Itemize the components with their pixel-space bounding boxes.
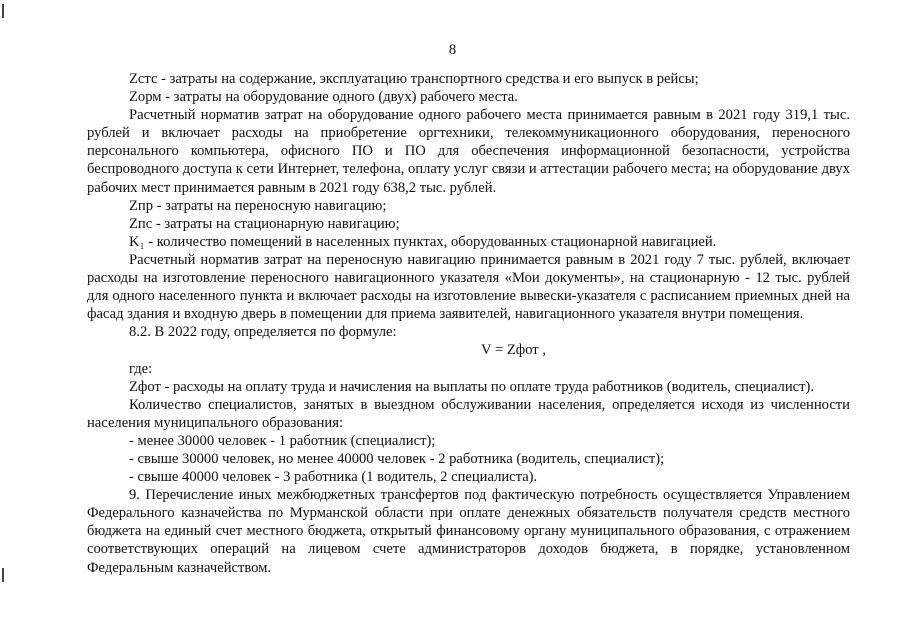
definition-zstc: Zстс - затраты на содержание, эксплуатацию транспортного средства и его выпуск в рейсы; [129, 71, 699, 87]
document-body [87, 70, 850, 577]
definition-zfot: Zфот - расходы на оплату труда и начисления на выплаты по оплате труда работников (водитель, специалист). [129, 378, 815, 395]
definition-zorm: Zорм - затраты на оборудование одного (двух) рабочего места. [129, 89, 518, 106]
page-number: 8 [448, 42, 457, 58]
list-item: - свыше 30000 человек, но менее 40000 человек - 2 работника (водитель, специалист); [129, 450, 665, 467]
definition-k1: K₁ - количество помещений в населенных пунктах, оборудованных стационарной навигацией. [129, 233, 717, 250]
definition-zps: Zпс - затраты на стационарную навигацию; [129, 215, 400, 232]
list-item: - свыше 40000 человек - 3 работника (1 водитель, 2 специалиста). [129, 469, 538, 486]
section-8-2-heading: 8.2. В 2022 году, определяется по формуле: [129, 324, 397, 341]
section-9-paragraph: 9. Перечисление иных межбюджетных трансфертов под фактическую потребность осуществляется Управлением Федерального казначейства по Мурманской области при оплате денежных обязательств получателя средств местного бюджета на единый счет местного бюджета, открытый финансовому органу муниципального образования, с отражением соответствующих операций на лицевом счете администраторов доходов бюджета, в порядке, установленном Федеральным казначейством. [87, 487, 850, 576]
scan-edge-mark-bottom [2, 568, 4, 582]
where-label: где: [129, 360, 153, 377]
paragraph-specialists-count: Количество специалистов, занятых в выездном обслуживании населения, определяется исходя из численности населения муниципального образования: [87, 396, 850, 431]
paragraph-navigation-norm: Расчетный норматив затрат на переносную навигацию принимается равным в 2021 году 7 тыс. рублей, включает расходы на изготовление переносного навигационного указателя «Мои документы», на стационарную - 12 тыс. рублей для одного населенного пункта и включает расходы на изготовление вывески-указателя с расписанием приемных дней на фасад здания и входную дверь в помещении для приема заявителей, навигационного указателя внутри помещения. [87, 251, 850, 323]
scan-edge-mark-top [2, 4, 4, 18]
formula: V = Zфот , [481, 342, 546, 359]
paragraph-workplace-norm: Расчетный норматив затрат на оборудование одного рабочего места принимается равным в 2021 году 319,1 тыс. рублей и включает расходы на приобретение оргтехники, телекоммуникационного оборудования, переносного персонального компьютера, офисного ПО и ПО для обеспечения информационной безопасности, устройства беспроводного доступа к сети Интернет, телефона, оплату услуг связи и аттестации рабочего места; на оборудование двух рабочих мест принимается равным в 2021 году 638,2 тыс. рублей. [87, 107, 850, 196]
list-item: - менее 30000 человек - 1 работник (специалист); [129, 432, 436, 449]
definition-zpr: Zпр - затраты на переносную навигацию; [129, 197, 387, 214]
